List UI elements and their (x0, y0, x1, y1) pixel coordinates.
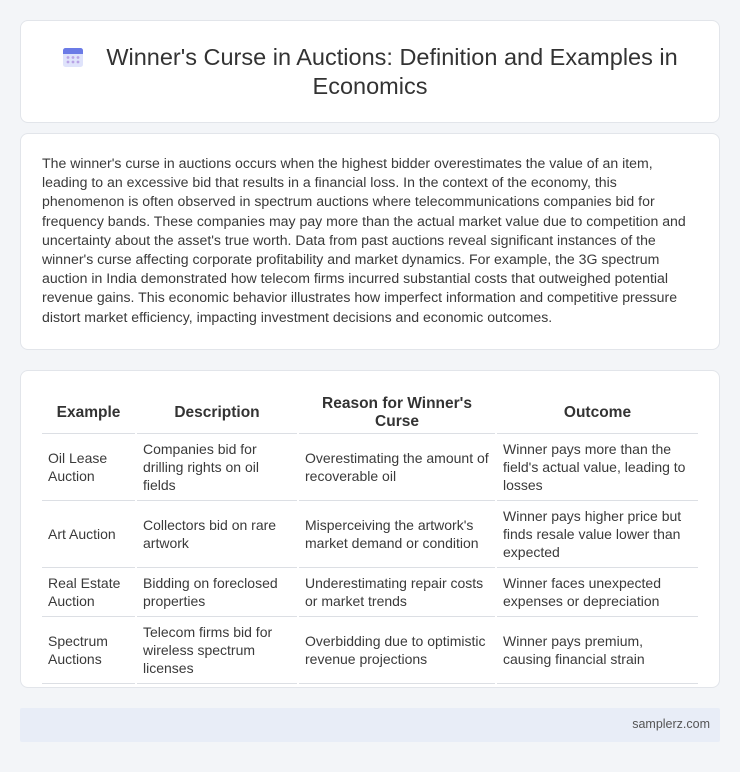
cell-reason: Underestimating repair costs or market trends (298, 568, 496, 617)
header-card (20, 20, 720, 123)
footer-bar (20, 708, 720, 742)
table-row (42, 568, 698, 617)
page-title: Winner's Curse in Auctions: Definition and Examples in Economics (106, 44, 678, 99)
calendar-grid-icon (62, 46, 84, 68)
intro-card (20, 133, 720, 350)
cell-reason: Misperceiving the artwork's market demand or condition (298, 501, 496, 568)
column-header-reason: Reason for Winner's Curse (298, 392, 496, 434)
cell-example: Spectrum Auctions (42, 617, 136, 684)
footer-brand-link[interactable]: samplerz.com (632, 717, 710, 731)
cell-example: Art Auction (42, 501, 136, 568)
cell-outcome: Winner pays higher price but finds resale value lower than expected (496, 501, 698, 568)
cell-description: Bidding on foreclosed properties (136, 568, 298, 617)
cell-description: Telecom firms bid for wireless spectrum licenses (136, 617, 298, 684)
cell-example: Real Estate Auction (42, 568, 136, 617)
column-header-outcome: Outcome (496, 392, 698, 434)
cell-outcome: Winner pays premium, causing financial strain (496, 617, 698, 684)
cell-outcome: Winner pays more than the field's actual value, leading to losses (496, 434, 698, 501)
column-header-description: Description (136, 392, 298, 434)
table-row (42, 617, 698, 684)
table-row (42, 501, 698, 568)
cell-reason: Overestimating the amount of recoverable oil (298, 434, 496, 501)
cell-description: Companies bid for drilling rights on oil fields (136, 434, 298, 501)
page-title-wrap (21, 43, 719, 101)
cell-example: Oil Lease Auction (42, 434, 136, 501)
examples-table (42, 392, 698, 684)
cell-outcome: Winner faces unexpected expenses or depreciation (496, 568, 698, 617)
cell-reason: Overbidding due to optimistic revenue projections (298, 617, 496, 684)
table-header-row (42, 392, 698, 434)
column-header-example: Example (42, 392, 136, 434)
table-row (42, 434, 698, 501)
cell-description: Collectors bid on rare artwork (136, 501, 298, 568)
table-card (20, 370, 720, 688)
intro-paragraph: The winner's curse in auctions occurs when the highest bidder overestimates the value of an item, leading to an excessive bid that results in a financial loss. In the context of the economy, this phenomenon is often observed in spectrum auctions where telecommunications companies bid for frequency bands. These companies may pay more than the actual market value due to competition and uncertainty about the asset's true worth. Data from past auctions reveal significant instances of the winner's curse affecting corporate profitability and market dynamics. For example, the 3G spectrum auction in India demonstrated how telecom firms incurred substantial costs that outweighed potential revenue gains. This economic behavior illustrates how imperfect information and competitive pressure distort market efficiency, impacting investment decisions and economic outcomes. (42, 155, 686, 325)
